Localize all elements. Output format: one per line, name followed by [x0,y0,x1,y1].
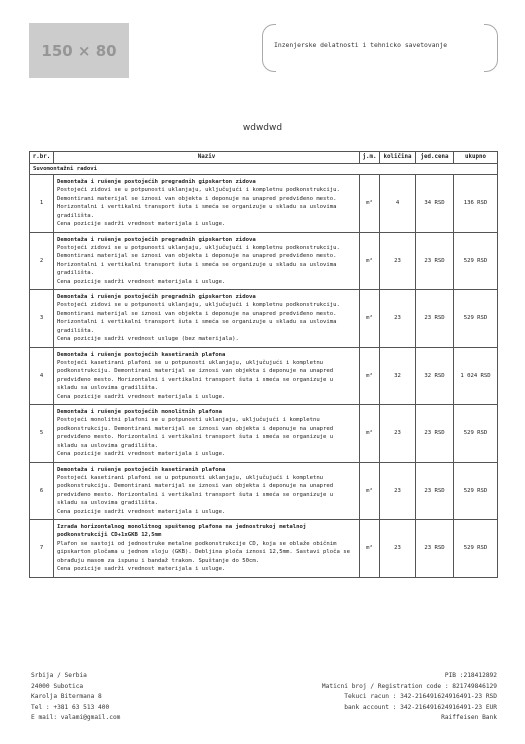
row-number: 1 [30,175,54,233]
row-note: Cena pozicije sadrži vrednost materijala i usluge. [57,508,226,515]
row-number: 3 [30,290,54,348]
row-text: Postojeći monolitni plafoni se u potpunosti uklanjaju, uključujući i kompletnu podkonstrukciju. Demontirani materijal se iznosi van objekta i deponuje na unapred predviđeno mesto. Horizontalni i vertikalni transport šuta i smeća se organizuje u skladu sa uslovima gradilišta. [57,417,334,449]
row-total: 1 024 RSD [454,347,498,405]
row-title: Izrada horizontalnog monolitnog spuštenog plafona na jednostrukoj metalnoj podkonstrukciji CD+1xGKB 12,5mm [57,524,307,539]
row-title: Demontaža i rušenje postojećih kasetiranih plafona [57,351,226,358]
row-number: 7 [30,520,54,578]
row-note: Cena pozicije sadrži vrednost materijala i usluge. [57,451,226,458]
company-header [262,24,498,74]
row-unit-price: 32 RSD [416,347,454,405]
row-quantity: 23 [380,462,416,520]
row-quantity: 32 [380,347,416,405]
header-ukupno: ukupno [454,152,498,164]
row-title: Demontaža i rušenje postojećih pregradnih gipskarton zidova [57,179,256,186]
logo-placeholder: 150 × 80 [29,23,129,78]
row-unit: m² [360,405,380,463]
header-jm: j.m. [360,152,380,164]
row-description [54,405,360,463]
row-quantity: 23 [380,232,416,290]
section-label: Suvomontažni radovi [30,164,498,175]
row-number: 2 [30,232,54,290]
row-unit: m² [360,520,380,578]
footer-street: Karolja Bitermana 8 [31,693,102,701]
row-description [54,290,360,348]
row-quantity: 4 [380,175,416,233]
row-unit-price: 23 RSD [416,232,454,290]
row-unit-price: 23 RSD [416,405,454,463]
row-description [54,232,360,290]
row-text: Postojeći kasetirani plafoni se u potpunosti uklanjaju, uključujući i kompletnu podkonstrukciju. Demontirani materijal se iznosi van objekta i deponuje na unapred predviđeno mesto. Horizontalni i vertikalni transport šuta i smeća se organizuje u skladu sa uslovima gradilišta. [57,474,334,507]
row-unit-price: 23 RSD [416,290,454,348]
row-note: Cena pozicije sadrži vrednost materijala i usluge. [57,278,226,285]
table-row [30,347,498,405]
row-unit: m² [360,290,380,348]
row-total: 529 RSD [454,462,498,520]
row-title: Demontaža i rušenje postojećih monolitnih plafona [57,409,223,416]
header-kolicina: količina [380,152,416,164]
header-jedcena: jed.cena [416,152,454,164]
table-row [30,290,498,348]
row-description [54,347,360,405]
section-row [30,164,498,175]
table-row [30,520,498,578]
table-row [30,462,498,520]
header-rbr: r.br. [30,152,54,164]
row-quantity: 23 [380,520,416,578]
footer-email: E mail: valami@gmail.com [31,714,121,722]
row-note: Cena pozicije sadrži vrednost usluge (bez materijala). [57,336,239,343]
row-number: 4 [30,347,54,405]
row-description [54,175,360,233]
items-table [29,151,498,578]
row-note: Cena pozicije sadrži vrednost materijala i usluge. [57,221,226,228]
footer-registration-code: Maticni broj / Registration code : 821749846129 [321,682,497,690]
row-note: Cena pozicije sadrži vrednost materijala i usluge. [57,393,226,400]
row-title: Demontaža i rušenje postojećih pregradnih gipskarton zidova [57,294,256,301]
footer-country: Srbija / Serbia [31,672,87,679]
footer-address [31,671,120,724]
document-title: wdwdwd [242,123,283,133]
row-total: 529 RSD [454,290,498,348]
row-note: Cena pozicije sadrži vrednost materijala i usluge. [57,566,226,573]
table-row [30,232,498,290]
footer-account-eur: bank account : 342-216491624916491-23 EUR [344,703,497,711]
row-total: 529 RSD [454,232,498,290]
row-total: 136 RSD [454,175,498,233]
row-unit-price: 23 RSD [416,462,454,520]
footer-account-rsd: Tekuci racun : 342-216491624916491-23 RSD [344,693,497,701]
row-total: 529 RSD [454,405,498,463]
table-row [30,405,498,463]
footer-bank-info [322,671,497,724]
row-number: 6 [30,462,54,520]
row-text: Postojeći zidovi se u potpunosti uklanjaju, uključujući i kompletnu podkonstrukciju. Demontirani materijal se iznosi van objekta i deponuje na unapred predviđeno mesto. Horizontalni i vertikalni transport šuta i smeća se organizuje u skladu sa uslovima gradilišta. [57,187,340,219]
row-quantity: 23 [380,405,416,463]
company-description: Inzenjerske delatnosti i tehnicko savetovanje [274,41,448,49]
footer-bank-name: Raiffeisen Bank [441,714,497,722]
footer-pib: PIB :218412892 [444,672,497,679]
row-title: Demontaža i rušenje postojećih kasetiranih plafona [57,466,226,473]
row-title: Demontaža i rušenje postojećih pregradnih gipskarton zidova [57,236,256,243]
footer-phone: Tel : +381 63 513 400 [31,703,110,711]
row-text: Plafon se sastoji od jednostruke metalne podkonstrukcije CD, koja se oblaže običnim gipskarton pločama u jednom sloju (GKB). Debljina ploča iznosi 12,5mm. Sastavi ploča se obrađuju masom za ispunu i bandaž trakom. Spuštanje do 50cm. [57,540,350,564]
row-quantity: 23 [380,290,416,348]
row-text: Postojeći kasetirani plafoni se u potpunosti uklanjaju, uključujući i kompletnu podkonstrukciju. Demontirani materijal se iznosi van objekta i deponuje na unapred predviđeno mesto. Horizontalni i vertikalni transport šuta i smeća se organizuje u skladu sa uslovima gradilišta. [57,359,334,392]
row-unit: m² [360,232,380,290]
row-unit-price: 23 RSD [416,520,454,578]
row-description [54,520,360,578]
table-row [30,175,498,233]
header-bracket-right [484,24,498,72]
row-unit: m² [360,175,380,233]
row-number: 5 [30,405,54,463]
row-unit: m² [360,347,380,405]
table-header-row [30,152,498,164]
row-text: Postojeći zidovi se u potpunosti uklanjaju, uključujući i kompletnu podkonstrukciju. Demontirani materijal se iznosi van objekta i deponuje na unapred predviđeno mesto. Horizontalni i vertikalni transport šuta i smeća se organizuje u skladu sa uslovima gradilišta. [57,302,340,334]
row-text: Postojeći zidovi se u potpunosti uklanjaju, uključujući i kompletnu podkonstrukciju. Demontirani materijal se iznosi van objekta i deponuje na unapred predviđeno mesto. Horizontalni i vertikalni transport šuta i smeća se organizuje u skladu sa uslovima gradilišta. [57,244,340,277]
header-naziv: Naziv [54,152,360,164]
footer-city: 24000 Subotica [31,682,84,690]
row-description [54,462,360,520]
row-unit-price: 34 RSD [416,175,454,233]
row-unit: m² [360,462,380,520]
row-total: 529 RSD [454,520,498,578]
